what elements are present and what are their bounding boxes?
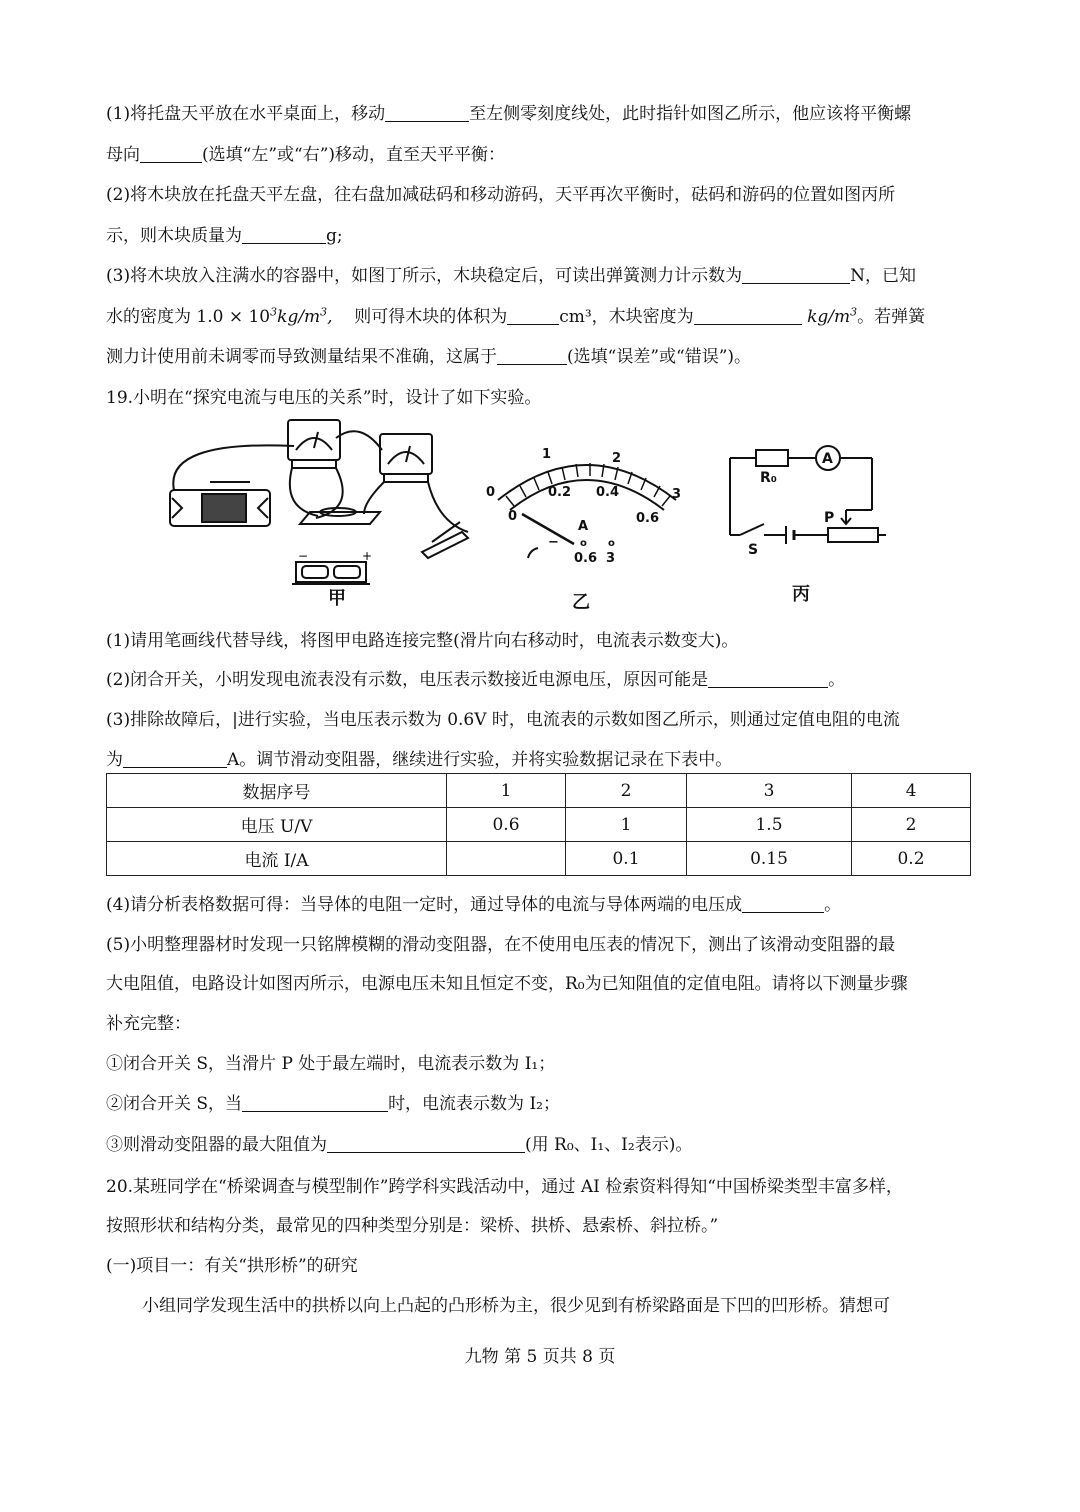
table-cell: 1 <box>447 774 566 808</box>
tick-top-1: 1 <box>542 447 552 462</box>
answer-blank[interactable] <box>140 144 202 163</box>
q20-paragraph: 小组同学发现生活中的拱桥以向上凸起的凸形桥为主，很少见到有桥梁路面是下凹的凹形桥。猜想可 <box>142 1296 890 1316</box>
q19-intro: 19.小明在“探究电流与电压的关系”时，设计了如下实验。 <box>106 388 542 408</box>
q19-part-2: (2)闭合开关，小明发现电流表没有示数，电压表示数接近电源电压，原因可能是 。 <box>106 670 846 690</box>
q18-line-5: (3)将木块放入注满水的容器中，如图丁所示，木块稳定后，可读出弹簧测力计示数为 N，已知 <box>106 266 916 286</box>
table-cell: 0.15 <box>687 842 852 876</box>
q19-part-1: (1)请用笔画线代替导线，将图甲电路连接完整(滑片向右移动时，电流表示数变大)。 <box>106 631 739 651</box>
terminal-negative: − <box>548 535 559 550</box>
q18-line-3: (2)将木块放在托盘天平左盘，往右盘加减砝码和移动游码，天平再次平衡时，砝码和游码的位置如图丙所 <box>106 185 896 205</box>
table-cell: 4 <box>852 774 971 808</box>
q19-part-3a: (3)排除故障后，|进行实验，当电压表示数为 0.6V 时，电流表的示数如图乙所示，则通过定值电阻的电流 <box>106 710 900 730</box>
q19-part-5c: 补充完整： <box>106 1014 191 1034</box>
terminal-3: 3 <box>606 551 616 566</box>
figure-bing-label: 丙 <box>792 584 810 605</box>
q19-step-1: ①闭合开关 S，当滑片 P 处于最左端时，电流表示数为 I₁； <box>106 1054 556 1074</box>
data-table <box>106 773 971 876</box>
answer-blank[interactable] <box>497 346 567 365</box>
answer-blank[interactable] <box>242 225 326 244</box>
q20-line-2: 按照形状和结构分类，最常见的四种类型分别是：梁桥、拱桥、悬索桥、斜拉桥。” <box>106 1216 719 1236</box>
q19-part-4: (4)请分析表格数据可得：当导体的电阻一定时，通过导体的电流与导体两端的电压成 。 <box>106 895 842 915</box>
figure-jia-label: 甲 <box>328 588 346 609</box>
answer-blank[interactable] <box>327 1134 525 1153</box>
table-cell: 电流 I/A <box>107 842 447 876</box>
switch-S <box>740 524 764 535</box>
tick-top-3: 3 <box>672 487 682 502</box>
rheostat-symbol <box>828 528 878 542</box>
label-A: A <box>822 451 833 467</box>
answer-blank[interactable] <box>123 749 227 768</box>
q18-line-2: 母向 (选填“左”或“右”)移动，直至天平平衡： <box>106 145 506 165</box>
answer-blank[interactable] <box>385 103 469 122</box>
tick-top-0: 0 <box>486 485 496 500</box>
table-cell: 3 <box>687 774 852 808</box>
table-cell: 1.5 <box>687 808 852 842</box>
label-P: P <box>824 510 835 526</box>
battery-plus-label: + <box>362 549 373 563</box>
tick-bottom-0: 0 <box>508 509 518 524</box>
resistor-R0 <box>756 450 788 466</box>
unit-A: A <box>578 519 589 534</box>
q20-section-heading: (一)项目一：有关“拱形桥”的研究 <box>106 1256 358 1276</box>
answer-blank[interactable] <box>242 1093 388 1112</box>
q18-line-7: 测力计使用前未调零而导致测量结果不准确，这属于 (选填“误差”或“错误”)。 <box>106 347 752 367</box>
page-footer: 九物 第 5 页共 8 页 <box>464 1347 616 1367</box>
table-cell: 0.6 <box>447 808 566 842</box>
label-S: S <box>748 542 759 558</box>
answer-blank[interactable] <box>507 306 559 325</box>
q19-step-3: ③则滑动变阻器的最大阻值为 (用 R₀、I₁、I₂表示)。 <box>106 1135 693 1155</box>
table-row <box>107 808 971 842</box>
answer-blank[interactable] <box>694 306 802 325</box>
q19-part-5a: (5)小明整理器材时发现一只铭牌模糊的滑动变阻器，在不使用电压表的情况下，测出了该滑动变阻器的最 <box>106 935 896 955</box>
q19-part-3b: 为 A。调节滑动变阻器，继续进行实验，并将实验数据记录在下表中。 <box>106 750 733 770</box>
figure-jia-apparatus <box>160 412 480 602</box>
density-unit: $kg/m^3$ <box>807 305 858 327</box>
battery-minus-label: − <box>298 549 309 563</box>
terminal-06: 0.6 <box>574 551 598 566</box>
figure-bing-circuit <box>720 440 890 570</box>
table-cell: 1 <box>566 808 687 842</box>
q20-line-1: 20.某班同学在“桥梁调查与模型制作”跨学科实践活动中，通过 AI 检索资料得知“中国桥梁类型丰富多样， <box>106 1177 903 1197</box>
q19-part-5b: 大电阻值，电路设计如图丙所示，电源电压未知且恒定不变，R₀为已知阻值的定值电阻。请将以下测量步骤 <box>106 974 908 994</box>
q18-line-6: 水的密度为 $1.0 \times 10^3kg/m^3$, 则可得木块的体积为 cm³，木块密度为 $kg/m^3$。若弹簧 <box>106 305 926 327</box>
tick-top-2: 2 <box>612 451 622 466</box>
answer-blank[interactable] <box>742 265 850 284</box>
water-density: $1.0 \times 10^3kg/m^3$, <box>196 305 333 327</box>
q18-line-4: 示，则木块质量为 g; <box>106 226 343 246</box>
tick-bottom-04: 0.4 <box>596 485 620 500</box>
table-cell: 0.1 <box>566 842 687 876</box>
answer-blank[interactable] <box>708 669 828 688</box>
table-cell: 2 <box>852 808 971 842</box>
figure-yi-label: 乙 <box>572 592 590 613</box>
table-row <box>107 842 971 876</box>
table-cell: 2 <box>566 774 687 808</box>
q19-step-2: ②闭合开关 S，当 时，电流表示数为 I₂； <box>106 1094 560 1114</box>
label-R0: R₀ <box>760 470 777 486</box>
q18-line-1: (1)将托盘天平放在水平桌面上，移动 至左侧零刻度线处，此时指针如图乙所示，他应该将平衡螺 <box>106 104 912 124</box>
table-cell: 数据序号 <box>107 774 447 808</box>
figure-yi-ammeter-dial <box>476 440 706 580</box>
svg-text:o: o <box>580 538 587 549</box>
table-cell: 0.2 <box>852 842 971 876</box>
table-cell-empty[interactable] <box>447 842 566 876</box>
svg-text:o: o <box>608 538 615 549</box>
tick-bottom-02: 0.2 <box>548 485 572 500</box>
tick-bottom-06: 0.6 <box>636 511 660 526</box>
table-cell: 电压 U/V <box>107 808 447 842</box>
answer-blank[interactable] <box>742 894 824 913</box>
table-row <box>107 774 971 808</box>
